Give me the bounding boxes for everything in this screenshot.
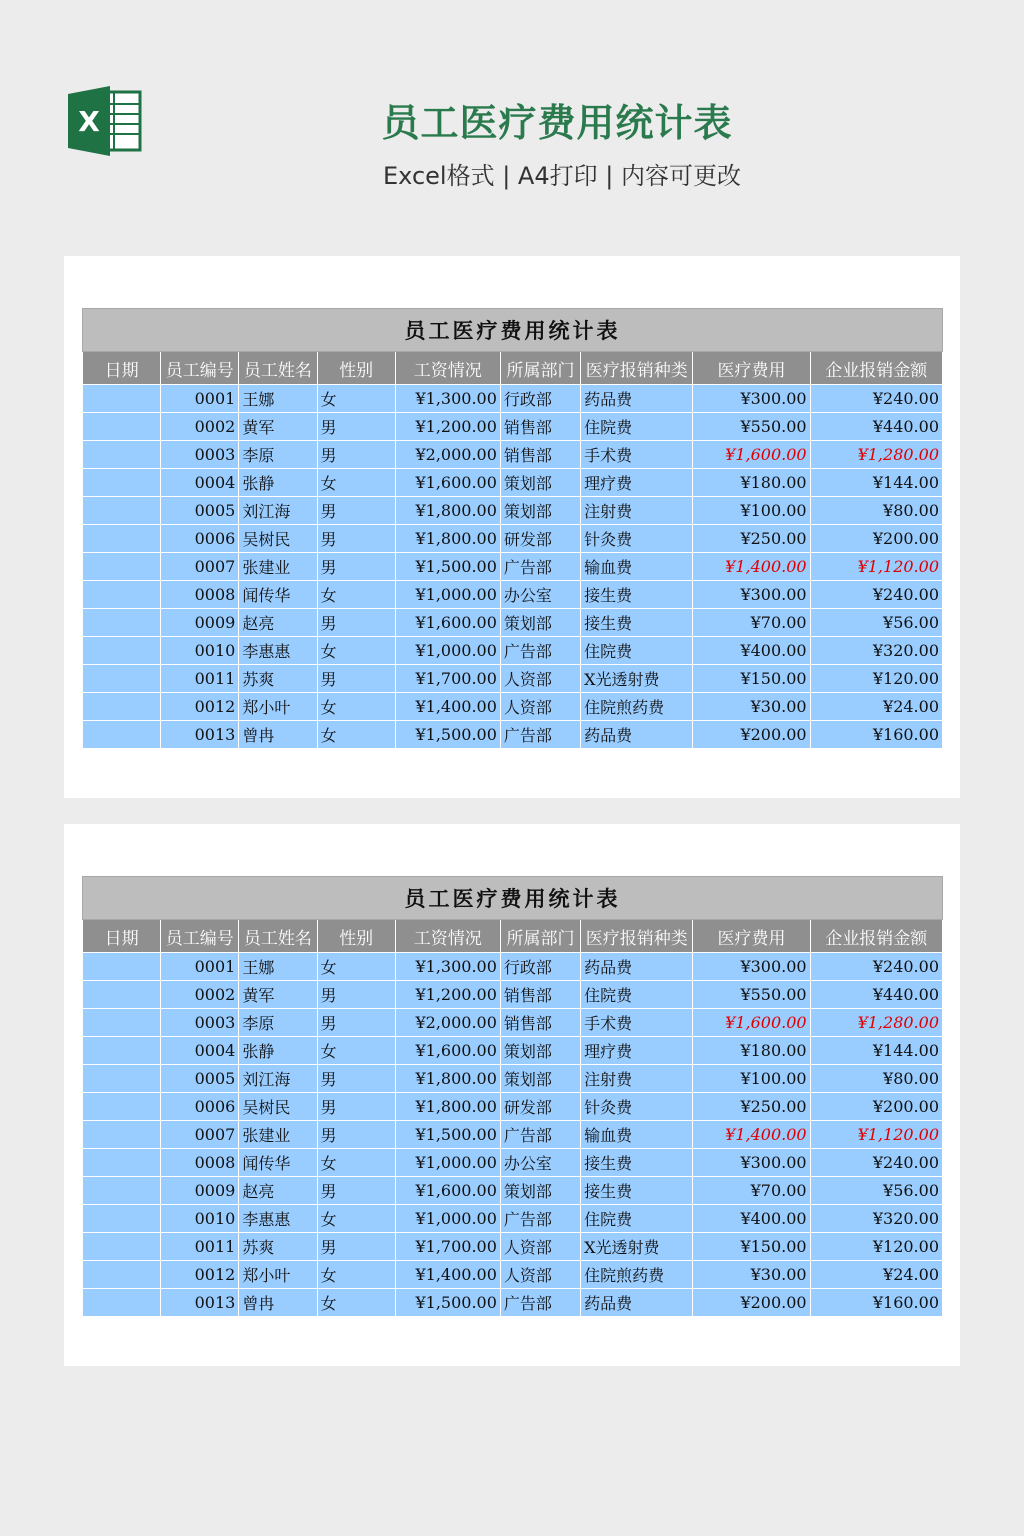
column-header: 医疗费用 (693, 920, 810, 953)
table-cell: ¥1,000.00 (395, 1149, 500, 1177)
table-cell (83, 441, 161, 469)
table-cell: 王娜 (239, 953, 317, 981)
column-header: 性别 (317, 352, 395, 385)
table-cell: ¥320.00 (810, 1205, 942, 1233)
table-cell: 药品费 (581, 953, 693, 981)
table-cell: ¥1,600.00 (395, 1177, 500, 1205)
table-cell: 手术费 (581, 441, 693, 469)
table-row (83, 1093, 943, 1121)
table-cell: X光透射费 (581, 665, 693, 693)
table-cell: ¥1,600.00 (395, 1037, 500, 1065)
table-row (83, 525, 943, 553)
table-cell: 0012 (161, 1261, 239, 1289)
table-cell: ¥2,000.00 (395, 441, 500, 469)
table-cell: 女 (317, 1261, 395, 1289)
table-cell: 刘江海 (239, 497, 317, 525)
table-cell: 女 (317, 1149, 395, 1177)
table-cell: 0003 (161, 1009, 239, 1037)
table-cell: 0010 (161, 1205, 239, 1233)
table-row (83, 1037, 943, 1065)
table-cell: ¥80.00 (810, 1065, 942, 1093)
table-cell: ¥440.00 (810, 413, 942, 441)
table-cell (83, 1205, 161, 1233)
table-cell: 男 (317, 665, 395, 693)
table-cell: ¥1,120.00 (810, 1121, 942, 1149)
table-cell: 赵亮 (239, 609, 317, 637)
table-cell: 广告部 (500, 1121, 580, 1149)
table-cell: 人资部 (500, 693, 580, 721)
sheet-card-2 (64, 824, 960, 1366)
table-row (83, 637, 943, 665)
table-cell: 男 (317, 1065, 395, 1093)
column-header: 日期 (83, 352, 161, 385)
table-cell (83, 1261, 161, 1289)
table-row (83, 1233, 943, 1261)
table-cell (83, 981, 161, 1009)
table-cell: 住院费 (581, 413, 693, 441)
table-cell: 0005 (161, 1065, 239, 1093)
table-cell (83, 1149, 161, 1177)
table-cell (83, 693, 161, 721)
table-cell: 曾冉 (239, 1289, 317, 1317)
table-cell: ¥1,400.00 (395, 1261, 500, 1289)
table-row (83, 953, 943, 981)
table-cell: ¥144.00 (810, 469, 942, 497)
table-cell: 0007 (161, 1121, 239, 1149)
table-cell: ¥2,000.00 (395, 1009, 500, 1037)
table-cell: 黄军 (239, 413, 317, 441)
table-cell: 住院费 (581, 1205, 693, 1233)
table-cell: ¥1,280.00 (810, 1009, 942, 1037)
table-cell (83, 525, 161, 553)
table-cell: 男 (317, 1233, 395, 1261)
table-cell: ¥200.00 (810, 525, 942, 553)
table-cell: ¥1,700.00 (395, 1233, 500, 1261)
table-title-row (83, 309, 943, 352)
table-title: 员工医疗费用统计表 (83, 309, 943, 352)
table-cell: ¥1,600.00 (693, 441, 810, 469)
table-cell: 针灸费 (581, 1093, 693, 1121)
table-cell: 住院费 (581, 981, 693, 1009)
table-cell: ¥1,280.00 (810, 441, 942, 469)
table-row (83, 665, 943, 693)
table-row (83, 609, 943, 637)
table-cell: 男 (317, 497, 395, 525)
table-cell: ¥300.00 (693, 953, 810, 981)
table-cell: 住院煎药费 (581, 693, 693, 721)
table-cell: ¥180.00 (693, 1037, 810, 1065)
table-cell: ¥80.00 (810, 497, 942, 525)
table-cell: 男 (317, 1121, 395, 1149)
table-cell: ¥200.00 (693, 1289, 810, 1317)
table-cell: ¥300.00 (693, 581, 810, 609)
table-cell: 吴树民 (239, 1093, 317, 1121)
table-cell: 郑小叶 (239, 693, 317, 721)
table-cell: 闻传华 (239, 1149, 317, 1177)
table-cell: ¥240.00 (810, 1149, 942, 1177)
table-cell (83, 1121, 161, 1149)
table-cell: 销售部 (500, 413, 580, 441)
table-cell: 女 (317, 1289, 395, 1317)
table-cell: 0011 (161, 1233, 239, 1261)
table-cell: 0001 (161, 385, 239, 413)
table-cell: 赵亮 (239, 1177, 317, 1205)
table-cell: 刘江海 (239, 1065, 317, 1093)
table-cell (83, 1177, 161, 1205)
table-cell: ¥1,600.00 (693, 1009, 810, 1037)
table-cell (83, 581, 161, 609)
table-row (83, 981, 943, 1009)
table-cell: ¥1,500.00 (395, 553, 500, 581)
table-cell: 广告部 (500, 553, 580, 581)
table-cell: ¥56.00 (810, 1177, 942, 1205)
column-header: 工资情况 (395, 920, 500, 953)
table-cell: 住院费 (581, 637, 693, 665)
table-cell: ¥1,400.00 (693, 1121, 810, 1149)
table-cell: 男 (317, 553, 395, 581)
table-cell: 策划部 (500, 497, 580, 525)
sheet-card-1 (64, 256, 960, 798)
table-cell: 女 (317, 581, 395, 609)
table-cell: 男 (317, 1177, 395, 1205)
table-cell (83, 1065, 161, 1093)
table-cell: 男 (317, 981, 395, 1009)
table-cell: 0008 (161, 581, 239, 609)
table-cell: 男 (317, 441, 395, 469)
table-cell: ¥160.00 (810, 1289, 942, 1317)
table-cell: ¥1,800.00 (395, 1065, 500, 1093)
table-cell: 0008 (161, 1149, 239, 1177)
column-header: 工资情况 (395, 352, 500, 385)
table-cell: 0002 (161, 981, 239, 1009)
table-cell: 药品费 (581, 1289, 693, 1317)
table-cell: ¥160.00 (810, 721, 942, 749)
table-cell: ¥1,200.00 (395, 981, 500, 1009)
table-row (83, 1009, 943, 1037)
table-cell: 吴树民 (239, 525, 317, 553)
table-cell: ¥550.00 (693, 413, 810, 441)
table-cell: ¥1,800.00 (395, 525, 500, 553)
table-cell: ¥1,000.00 (395, 581, 500, 609)
table-cell: 王娜 (239, 385, 317, 413)
table-cell (83, 721, 161, 749)
page-title: 员工医疗费用统计表 (381, 101, 733, 145)
table-cell: 男 (317, 609, 395, 637)
table-row (83, 553, 943, 581)
table-cell (83, 953, 161, 981)
table-cell: 男 (317, 1093, 395, 1121)
table-cell: ¥240.00 (810, 385, 942, 413)
table-cell: 输血费 (581, 553, 693, 581)
table-cell: 针灸费 (581, 525, 693, 553)
table-cell: 接生费 (581, 581, 693, 609)
table-title-row (83, 877, 943, 920)
table-cell: ¥1,800.00 (395, 497, 500, 525)
table-cell: 行政部 (500, 385, 580, 413)
table-cell: 策划部 (500, 1037, 580, 1065)
table-row (83, 413, 943, 441)
table-row (83, 441, 943, 469)
table-cell: ¥24.00 (810, 693, 942, 721)
table-cell: 0009 (161, 609, 239, 637)
table-cell (83, 665, 161, 693)
column-header: 员工姓名 (239, 352, 317, 385)
table-row (83, 469, 943, 497)
table-cell: 策划部 (500, 469, 580, 497)
table-cell: ¥200.00 (693, 721, 810, 749)
table-cell: ¥180.00 (693, 469, 810, 497)
table-cell: ¥1,600.00 (395, 609, 500, 637)
table-cell: 研发部 (500, 1093, 580, 1121)
table-row (83, 385, 943, 413)
table-cell: 策划部 (500, 609, 580, 637)
table-cell: 闻传华 (239, 581, 317, 609)
table-row (83, 1261, 943, 1289)
table-cell: 接生费 (581, 1177, 693, 1205)
table-cell: ¥440.00 (810, 981, 942, 1009)
table-cell: ¥150.00 (693, 1233, 810, 1261)
table-cell: ¥24.00 (810, 1261, 942, 1289)
table-cell: 李原 (239, 1009, 317, 1037)
table-cell: 女 (317, 469, 395, 497)
table-cell: 张建业 (239, 1121, 317, 1149)
table-row (83, 497, 943, 525)
table-cell: 人资部 (500, 1233, 580, 1261)
table-cell: 策划部 (500, 1177, 580, 1205)
table-cell: 苏爽 (239, 665, 317, 693)
table-cell: 李惠惠 (239, 637, 317, 665)
table-cell: 女 (317, 693, 395, 721)
table-title: 员工医疗费用统计表 (83, 877, 943, 920)
column-header: 所属部门 (500, 920, 580, 953)
table-cell (83, 385, 161, 413)
table-row (83, 1065, 943, 1093)
table-row (83, 581, 943, 609)
table-cell: 郑小叶 (239, 1261, 317, 1289)
table-header-row (83, 920, 943, 953)
table-cell: 理疗费 (581, 469, 693, 497)
table-row (83, 1205, 943, 1233)
table-row (83, 1121, 943, 1149)
table-cell: ¥1,120.00 (810, 553, 942, 581)
table-cell: ¥56.00 (810, 609, 942, 637)
table-cell: 策划部 (500, 1065, 580, 1093)
table-cell: 理疗费 (581, 1037, 693, 1065)
table-cell: ¥400.00 (693, 637, 810, 665)
medical-expense-table (82, 308, 943, 749)
column-header: 员工编号 (161, 352, 239, 385)
table-cell: ¥320.00 (810, 637, 942, 665)
table-row (83, 1177, 943, 1205)
table-cell: 药品费 (581, 721, 693, 749)
table-cell (83, 637, 161, 665)
column-header: 医疗报销种类 (581, 352, 693, 385)
table-cell: 苏爽 (239, 1233, 317, 1261)
column-header: 企业报销金额 (810, 352, 942, 385)
table-cell (83, 1233, 161, 1261)
table-cell: ¥100.00 (693, 497, 810, 525)
logo-letter: X (78, 105, 100, 138)
table-cell: 女 (317, 953, 395, 981)
table-cell: 0013 (161, 721, 239, 749)
table-cell: ¥70.00 (693, 609, 810, 637)
table-cell: 0013 (161, 1289, 239, 1317)
table-cell: 0003 (161, 441, 239, 469)
table-cell: ¥30.00 (693, 693, 810, 721)
table-cell: 行政部 (500, 953, 580, 981)
table-cell: ¥1,400.00 (693, 553, 810, 581)
table-cell: ¥120.00 (810, 665, 942, 693)
table-cell: ¥1,500.00 (395, 721, 500, 749)
table-cell: ¥1,700.00 (395, 665, 500, 693)
table-cell: 0009 (161, 1177, 239, 1205)
table-row (83, 721, 943, 749)
table-cell: X光透射费 (581, 1233, 693, 1261)
table-cell (83, 1037, 161, 1065)
table-row (83, 693, 943, 721)
table-cell: ¥240.00 (810, 581, 942, 609)
table-cell: 0002 (161, 413, 239, 441)
table-cell: ¥1,800.00 (395, 1093, 500, 1121)
table-cell: ¥100.00 (693, 1065, 810, 1093)
table-cell: 接生费 (581, 1149, 693, 1177)
table-cell: 手术费 (581, 1009, 693, 1037)
table-cell: 李惠惠 (239, 1205, 317, 1233)
table-cell (83, 1009, 161, 1037)
table-cell: ¥400.00 (693, 1205, 810, 1233)
table-cell: ¥30.00 (693, 1261, 810, 1289)
table-cell: 研发部 (500, 525, 580, 553)
table-row (83, 1149, 943, 1177)
page-subtitle: Excel格式 | A4打印 | 内容可更改 (383, 162, 741, 190)
table-cell: ¥200.00 (810, 1093, 942, 1121)
table-cell (83, 1289, 161, 1317)
table-cell: 李原 (239, 441, 317, 469)
table-cell: ¥70.00 (693, 1177, 810, 1205)
table-cell: 女 (317, 721, 395, 749)
table-cell: 男 (317, 1009, 395, 1037)
table-cell: ¥1,000.00 (395, 637, 500, 665)
table-cell: 女 (317, 1037, 395, 1065)
table-cell: 女 (317, 385, 395, 413)
table-cell: 黄军 (239, 981, 317, 1009)
column-header: 员工编号 (161, 920, 239, 953)
table-cell: 张建业 (239, 553, 317, 581)
table-cell: 住院煎药费 (581, 1261, 693, 1289)
table-cell: 接生费 (581, 609, 693, 637)
table-cell: 药品费 (581, 385, 693, 413)
table-cell: ¥1,200.00 (395, 413, 500, 441)
table-cell: 办公室 (500, 1149, 580, 1177)
column-header: 日期 (83, 920, 161, 953)
table-cell: ¥300.00 (693, 1149, 810, 1177)
table-cell: ¥1,000.00 (395, 1205, 500, 1233)
column-header: 所属部门 (500, 352, 580, 385)
table-cell: 广告部 (500, 721, 580, 749)
table-cell: 注射费 (581, 1065, 693, 1093)
table-cell (83, 413, 161, 441)
table-row (83, 1289, 943, 1317)
table-cell: ¥250.00 (693, 525, 810, 553)
table-cell: 男 (317, 413, 395, 441)
table-cell: ¥550.00 (693, 981, 810, 1009)
table-cell: ¥120.00 (810, 1233, 942, 1261)
table-cell: 输血费 (581, 1121, 693, 1149)
table-cell: ¥240.00 (810, 953, 942, 981)
table-cell: 注射费 (581, 497, 693, 525)
table-cell: ¥300.00 (693, 385, 810, 413)
table-cell: ¥1,500.00 (395, 1121, 500, 1149)
table-cell: 广告部 (500, 1289, 580, 1317)
column-header: 医疗费用 (693, 352, 810, 385)
table-cell: ¥150.00 (693, 665, 810, 693)
table-cell: 女 (317, 1205, 395, 1233)
table-cell: 广告部 (500, 637, 580, 665)
table-cell (83, 497, 161, 525)
table-cell (83, 609, 161, 637)
table-cell: 张静 (239, 1037, 317, 1065)
table-cell: 销售部 (500, 981, 580, 1009)
table-cell: 0006 (161, 1093, 239, 1121)
table-cell: ¥1,500.00 (395, 1289, 500, 1317)
table-cell: 0007 (161, 553, 239, 581)
table-cell: ¥1,400.00 (395, 693, 500, 721)
medical-expense-table (82, 876, 943, 1317)
column-header: 医疗报销种类 (581, 920, 693, 953)
table-cell: ¥1,300.00 (395, 385, 500, 413)
table-cell: 0006 (161, 525, 239, 553)
table-cell: ¥1,300.00 (395, 953, 500, 981)
table-header-row (83, 352, 943, 385)
table-cell: 女 (317, 637, 395, 665)
table-cell (83, 1093, 161, 1121)
table-cell: ¥250.00 (693, 1093, 810, 1121)
column-header: 企业报销金额 (810, 920, 942, 953)
table-cell: 0004 (161, 1037, 239, 1065)
table-cell (83, 553, 161, 581)
table-cell: 0005 (161, 497, 239, 525)
table-cell: 0001 (161, 953, 239, 981)
table-cell: 0010 (161, 637, 239, 665)
table-cell: 0012 (161, 693, 239, 721)
column-header: 员工姓名 (239, 920, 317, 953)
table-cell: 人资部 (500, 665, 580, 693)
table-cell: 张静 (239, 469, 317, 497)
table-cell: 0011 (161, 665, 239, 693)
table-cell: 人资部 (500, 1261, 580, 1289)
table-cell: ¥1,600.00 (395, 469, 500, 497)
page-header (0, 0, 1024, 230)
table-cell: 0004 (161, 469, 239, 497)
table-cell: 广告部 (500, 1205, 580, 1233)
table-cell: 男 (317, 525, 395, 553)
table-cell (83, 469, 161, 497)
column-header: 性别 (317, 920, 395, 953)
table-cell: 销售部 (500, 441, 580, 469)
table-cell: 办公室 (500, 581, 580, 609)
table-cell: 曾冉 (239, 721, 317, 749)
table-cell: 销售部 (500, 1009, 580, 1037)
table-cell: ¥144.00 (810, 1037, 942, 1065)
